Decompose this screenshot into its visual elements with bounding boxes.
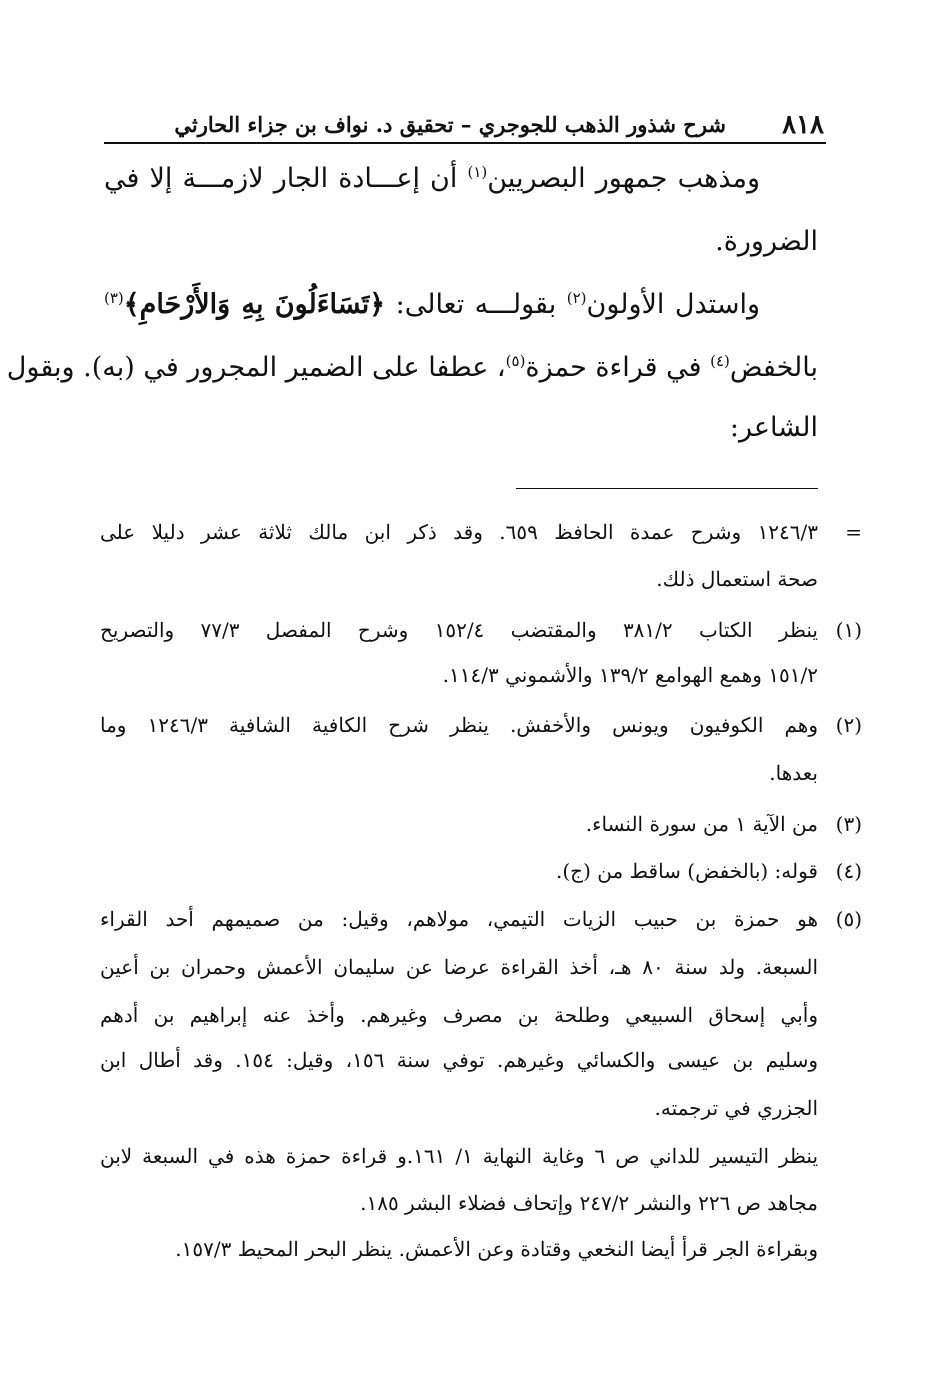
- footnote-text: وبقراءة الجر قرأ أيضا النخعي وقتادة وعن الأعمش. ينظر البحر المحيط ١٥٧/٣.: [175, 1237, 818, 1261]
- footnote-continuation-line-2: [100, 567, 818, 591]
- continuation-marker: =: [845, 520, 862, 544]
- body-line-2: [104, 226, 818, 257]
- footnote-4-line-1: [100, 859, 862, 883]
- footnote-text: ١٥١/٢ وهمع الهوامع ١٣٩/٢ والأشموني ١١٤/٣.: [442, 663, 818, 687]
- footnote-5-marker: (٥): [835, 907, 862, 931]
- body-text: في قراءة حمزة: [525, 352, 711, 383]
- footnote-text: ينظر التيسير للداني ص ٦ وغاية النهاية ١/ ١٦١.و قراءة حمزة هذه في السبعة لابن: [100, 1144, 819, 1168]
- quran-verse: ﴿تَسَاءَلُونَ بِهِ وَالأَرْحَامِ﴾: [123, 289, 386, 320]
- footnote-5-line-6: [100, 1144, 818, 1168]
- footnote-1-line-1: [100, 618, 862, 642]
- footnote-2-line-2: [100, 761, 818, 785]
- footnote-ref: (٣): [104, 289, 124, 307]
- footnote-5-line-4: [100, 1048, 818, 1072]
- body-text: بقولـــه تعالى:: [385, 289, 567, 320]
- body-text: ، عطفا على الضمير المجرور في (به). وبقول: [6, 352, 506, 383]
- footnote-text: وسليم بن عيسى والكسائي وغيرهم. توفي سنة ١٥٦، وقيل: ١٥٤. وقد أطال ابن: [100, 1048, 819, 1072]
- footnote-2-marker: (٢): [835, 713, 862, 737]
- body-text: أن إعـــادة الجار لازمـــة إلا في: [104, 163, 468, 194]
- footnote-2-line-1: [100, 713, 862, 737]
- footnote-3-marker: (٣): [835, 812, 862, 836]
- footnote-text: بعدها.: [769, 761, 818, 785]
- footnote-5-line-8: [100, 1237, 818, 1261]
- footnote-text: هو حمزة بن حبيب الزيات التيمي، مولاهم، وقيل: من صميمهم أحد القراء: [100, 907, 818, 931]
- body-line-3: [104, 289, 760, 320]
- footnote-text: ١٢٤٦/٣ وشرح عمدة الحافظ ٦٥٩. وقد ذكر ابن مالك ثلاثة عشر دليلا على: [100, 520, 819, 544]
- footnote-text: الجزري في ترجمته.: [654, 1096, 818, 1120]
- footnote-1-line-2: [100, 663, 818, 687]
- footnote-text: مجاهد ص ٢٢٦ والنشر ٢٤٧/٢ وإتحاف فضلاء البشر ١٨٥.: [360, 1191, 818, 1215]
- footnote-ref: (٤): [710, 352, 730, 370]
- footnote-text: السبعة. ولد سنة ٨٠ هـ، أخذ القراءة عرضا عن سليمان الأعمش وحمران بن أعين: [100, 955, 818, 979]
- running-title: شرح شذور الذهب للجوجري – تحقيق د. نواف بن جزاء الحارثي: [174, 112, 726, 137]
- footnote-3-line-1: [100, 812, 862, 836]
- footnote-1-marker: (١): [835, 618, 862, 642]
- footnote-5-line-2: [100, 955, 818, 979]
- footnote-ref: (٥): [505, 352, 526, 370]
- body-line-4: [6, 352, 818, 383]
- footnote-ref: (٢): [566, 289, 587, 307]
- footnote-5-line-5: [100, 1096, 818, 1120]
- footnote-5-line-1: [100, 907, 862, 931]
- footnote-text: ينظر الكتاب ٣٨١/٢ والمقتضب ١٥٢/٤ وشرح المفصل ٧٧/٣ والتصريح: [100, 618, 818, 642]
- body-text: الضرورة.: [715, 226, 818, 257]
- footnote-ref: (١): [467, 163, 488, 181]
- footnote-separator: [516, 488, 818, 489]
- footnote-text: وأبي إسحاق السبيعي وطلحة بن مصرف وغيرهم. وأخذ عنه إبراهيم بن أدهم: [100, 1003, 818, 1027]
- page-number: ٨١٨: [782, 110, 824, 140]
- footnote-text: قوله: (بالخفض) ساقط من (ج).: [556, 859, 818, 883]
- body-text: الشاعر:: [729, 412, 818, 443]
- page-header: [104, 108, 826, 144]
- body-line-1: [104, 163, 760, 194]
- footnote-4-marker: (٤): [835, 859, 862, 883]
- body-line-5: [104, 412, 818, 443]
- body-text: ومذهب جمهور البصريين: [487, 163, 760, 194]
- body-text: واستدل الأولون: [586, 289, 760, 320]
- footnote-text: وهم الكوفيون ويونس والأخفش. ينظر شرح الكافية الشافية ١٢٤٦/٣ وما: [100, 713, 818, 737]
- footnote-5-line-3: [100, 1003, 818, 1027]
- footnote-text: من الآية ١ من سورة النساء.: [585, 812, 818, 836]
- footnote-5-line-7: [100, 1191, 818, 1215]
- body-text: بالخفض: [729, 352, 818, 383]
- footnote-continuation-line-1: [100, 520, 862, 544]
- footnote-text: صحة استعمال ذلك.: [656, 567, 818, 591]
